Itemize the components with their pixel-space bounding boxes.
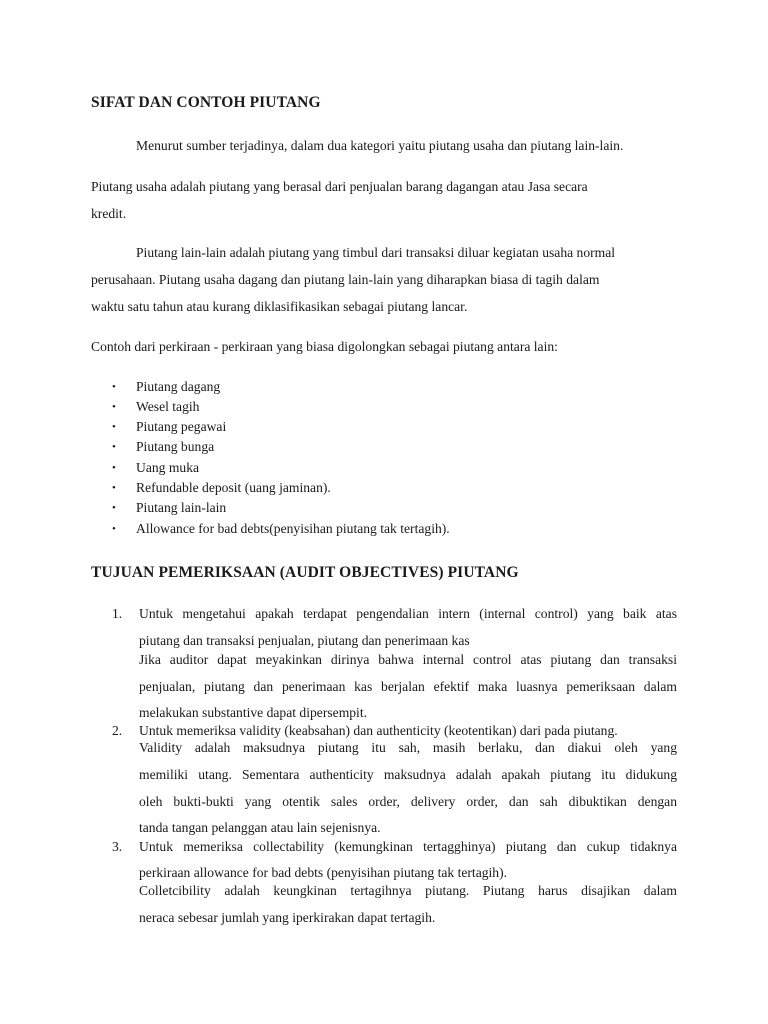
item-line: perkiraan allowance for bad debts (penyisihan piutang tak tertagih). (139, 865, 508, 880)
item-line: melakukan substantive dapat dipersempit. (139, 705, 368, 720)
list-item: Piutang lain-lain (136, 500, 227, 515)
paragraph-piutang-lain-line3: waktu satu tahun atau kurang diklasifikasikan sebagai piutang lancar. (91, 299, 468, 314)
item-line: piutang dan transaksi penjualan, piutang dan penerimaan kas (139, 633, 470, 648)
bullet-icon: • (112, 401, 116, 413)
item-line: Colletcibility adalah keungkinan tertagihnya piutang. Piutang harus disajikan dalam (139, 883, 677, 898)
paragraph-piutang-usaha-line1: Piutang usaha adalah piutang yang berasal dari penjualan barang dagangan atau Jasa secara (91, 179, 588, 194)
list-item: Piutang bunga (136, 439, 215, 454)
bullet-icon: • (112, 421, 116, 433)
bullet-icon: • (112, 381, 116, 393)
list-item: Allowance for bad debts(penyisihan piutang tak tertagih). (136, 521, 450, 536)
item-line: neraca sebesar jumlah yang iperkirakan dapat tertagih. (139, 910, 436, 925)
paragraph-piutang-lain-line1: Piutang lain-lain adalah piutang yang timbul dari transaksi diluar kegiatan usaha normal (136, 245, 616, 260)
item-line: Untuk memeriksa validity (keabsahan) dan authenticity (keotentikan) dari pada piutang. (139, 723, 618, 738)
item-line: tanda tangan pelanggan atau lain sejenisnya. (139, 820, 381, 835)
bullet-icon: • (112, 441, 116, 453)
item-line: Untuk mengetahui apakah terdapat pengendalian intern (internal control) yang baik atas (139, 606, 677, 621)
bullet-icon: • (112, 523, 116, 535)
paragraph-piutang-lain-line2: perusahaan. Piutang usaha dagang dan piutang lain-lain yang diharapkan biasa di tagih dalam (91, 272, 600, 287)
item-line: Jika auditor dapat meyakinkan dirinya bahwa internal control atas piutang dan transaksi (139, 652, 677, 667)
list-item: Piutang pegawai (136, 419, 227, 434)
item-line: penjualan, piutang dan penerimaan kas berjalan efektif maka luasnya pemeriksaan dalam (139, 679, 677, 694)
list-item: Piutang dagang (136, 379, 221, 394)
bullet-icon: • (112, 502, 116, 514)
item-line: Untuk memeriksa collectability (kemungkinan tertagghinya) piutang dan cukup tidaknya (139, 839, 677, 854)
bullet-icon: • (112, 462, 116, 474)
list-item: Uang muka (136, 460, 200, 475)
item-line: Validity adalah maksudnya piutang itu sah, masih berlaku, dan diakui oleh yang (139, 740, 677, 755)
item-line: oleh bukti-bukti yang otentik sales order, delivery order, dan sah dibuktikan dengan (139, 794, 677, 809)
bullet-icon: • (112, 482, 116, 494)
section-title-sifat: SIFAT DAN CONTOH PIUTANG (91, 94, 321, 111)
item-number: 3. (112, 839, 123, 854)
item-number: 2. (112, 723, 123, 738)
paragraph-piutang-usaha-line2: kredit. (91, 206, 127, 221)
paragraph-intro: Menurut sumber terjadinya, dalam dua kategori yaitu piutang usaha dan piutang lain-lain. (136, 138, 624, 153)
list-item: Refundable deposit (uang jaminan). (136, 480, 331, 495)
list-item: Wesel tagih (136, 399, 200, 414)
section-title-tujuan: TUJUAN PEMERIKSAAN (AUDIT OBJECTIVES) PIUTANG (91, 564, 519, 581)
item-number: 1. (112, 606, 123, 621)
paragraph-contoh: Contoh dari perkiraan - perkiraan yang biasa digolongkan sebagai piutang antara lain: (91, 339, 558, 354)
item-line: memiliki utang. Sementara authenticity maksudnya adalah apakah piutang itu didukung (139, 767, 677, 782)
